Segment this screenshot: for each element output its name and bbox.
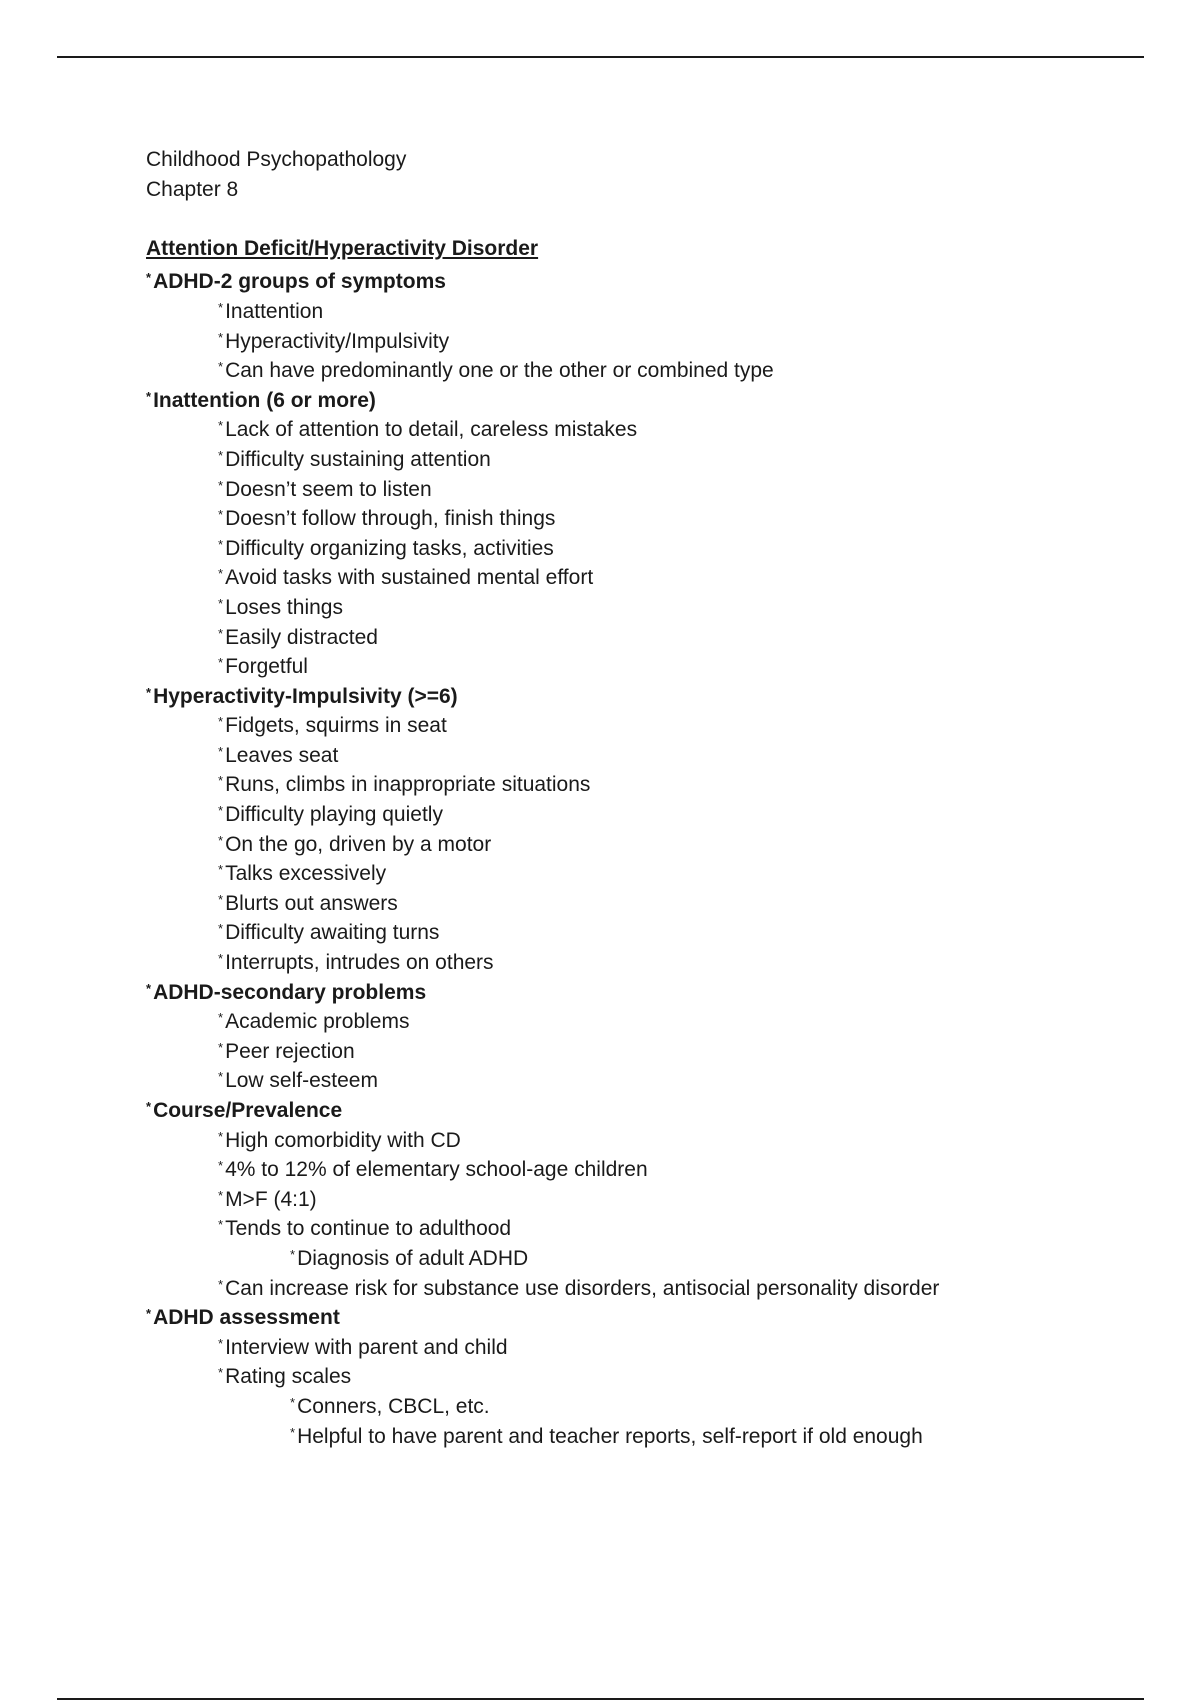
outline-text: Academic problems [225, 1010, 410, 1034]
outline-text: Rating scales [225, 1365, 352, 1389]
outline-item [146, 1062, 1146, 1092]
outline-text: Hyperactivity/Impulsivity [225, 329, 450, 353]
outline-item [146, 411, 1146, 441]
outline-item [146, 530, 1146, 560]
outline-topic [146, 382, 1146, 412]
outline-text: Loses things [225, 595, 343, 619]
bullet-asterisk: * [218, 477, 224, 493]
bullet-asterisk: * [218, 773, 224, 789]
outline-text: Doesn’t seem to listen [225, 477, 432, 501]
bullet-asterisk: * [218, 921, 224, 937]
bullet-asterisk: * [290, 1424, 296, 1440]
outline-text: Conners, CBCL, etc. [297, 1394, 490, 1418]
outline-text: Course/Prevalence [153, 1099, 343, 1122]
bullet-asterisk: * [218, 803, 224, 819]
bullet-asterisk: * [218, 359, 224, 375]
outline-text: Inattention (6 or more) [153, 388, 376, 412]
outline-item [146, 826, 1146, 856]
bullet-asterisk: * [218, 891, 224, 907]
outline-item [146, 1151, 1146, 1181]
bullet-asterisk: * [290, 1394, 296, 1410]
bullet-asterisk: * [218, 566, 224, 582]
outline-topic [146, 1092, 1146, 1122]
outline-item [146, 796, 1146, 826]
bullet-asterisk: * [218, 536, 224, 552]
outline-item [146, 589, 1146, 619]
outline-item [146, 944, 1146, 974]
outline-text: 4% to 12% of elementary school-age children [225, 1158, 648, 1182]
bullet-asterisk: * [218, 862, 224, 878]
blank-line [146, 204, 1146, 234]
document-body [146, 145, 1146, 1447]
outline-item [146, 500, 1146, 530]
outline-text: Leaves seat [225, 743, 339, 767]
outline-item [146, 707, 1146, 737]
outline-item [146, 1418, 1146, 1448]
bullet-asterisk: * [218, 832, 224, 848]
outline-text: Interview with parent and child [225, 1335, 508, 1359]
outline-text: ADHD-2 groups of symptoms [153, 270, 446, 294]
outline-item [146, 559, 1146, 589]
outline-text: Low self-esteem [225, 1069, 378, 1093]
outline-item [146, 1033, 1146, 1063]
bullet-asterisk: * [218, 951, 224, 967]
bullet-asterisk: * [146, 980, 152, 996]
bullet-asterisk: * [146, 1099, 152, 1114]
outline-text: Inattention [225, 299, 324, 323]
bullet-asterisk: * [218, 1039, 224, 1055]
outline-item [146, 323, 1146, 353]
outline-item [146, 766, 1146, 796]
bullet-asterisk: * [218, 447, 224, 463]
bullet-asterisk: * [218, 1010, 224, 1026]
outline-item [146, 1122, 1146, 1152]
outline-text: ADHD-secondary problems [153, 980, 427, 1004]
outline-topic [146, 1299, 1146, 1329]
outline-item [146, 1003, 1146, 1033]
outline-text: Difficulty playing quietly [225, 803, 443, 827]
outline-text: Can increase risk for substance use disorders, antisocial personality disorder [225, 1276, 940, 1300]
bullet-asterisk: * [218, 1365, 224, 1381]
outline-text: Difficulty organizing tasks, activities [225, 536, 554, 560]
outline-text: Peer rejection [225, 1039, 355, 1063]
outline-text: High comorbidity with CD [225, 1128, 461, 1152]
bullet-asterisk: * [218, 1187, 224, 1203]
outline-text: Difficulty sustaining attention [225, 447, 491, 471]
bullet-asterisk: * [218, 1335, 224, 1351]
outline-item [146, 1270, 1146, 1300]
bullet-asterisk: * [218, 1069, 224, 1085]
document-title: Childhood Psychopathology [146, 148, 407, 171]
bullet-asterisk: * [218, 1276, 224, 1292]
bullet-asterisk: * [218, 299, 224, 315]
outline-item [146, 648, 1146, 678]
bullet-asterisk: * [218, 655, 224, 671]
outline-text: Difficulty awaiting turns [225, 921, 440, 945]
outline-item [146, 1181, 1146, 1211]
outline-text: Runs, climbs in inappropriate situations [225, 773, 591, 797]
bullet-asterisk: * [218, 507, 224, 523]
outline-item [146, 1388, 1146, 1418]
bullet-asterisk: * [218, 418, 224, 434]
outline-item [146, 352, 1146, 382]
bullet-asterisk: * [218, 714, 224, 730]
outline-text: Interrupts, intrudes on others [225, 951, 494, 975]
bullet-asterisk: * [218, 625, 224, 641]
outline-topic [146, 263, 1146, 293]
bullet-asterisk: * [146, 1306, 152, 1322]
bullet-asterisk: * [218, 743, 224, 759]
bullet-asterisk: * [218, 595, 224, 611]
outline-text: M>F (4:1) [225, 1187, 317, 1211]
bullet-asterisk: * [218, 1217, 224, 1233]
outline-text: ADHD assessment [153, 1306, 340, 1330]
outline-item [146, 1329, 1146, 1359]
bullet-asterisk: * [218, 1128, 224, 1144]
bullet-asterisk: * [218, 1158, 224, 1174]
bullet-asterisk: * [146, 684, 152, 700]
outline-item [146, 471, 1146, 501]
outline-item [146, 1358, 1146, 1388]
section-heading: Attention Deficit/Hyperactivity Disorder [146, 236, 539, 260]
bullet-asterisk: * [218, 329, 224, 345]
bullet-asterisk: * [290, 1246, 296, 1262]
outline-text: Tends to continue to adulthood [225, 1217, 512, 1241]
outline-item [146, 1240, 1146, 1270]
bullet-asterisk: * [146, 270, 152, 286]
outline-item [146, 1210, 1146, 1240]
outline-text: On the go, driven by a motor [225, 832, 492, 856]
outline-text: Lack of attention to detail, careless mistakes [225, 418, 638, 442]
outline-text: Easily distracted [225, 625, 378, 649]
outline-text: Diagnosis of adult ADHD [297, 1246, 529, 1270]
outline-text: Blurts out answers [225, 891, 398, 915]
outline-item [146, 293, 1146, 323]
outline-text: Fidgets, squirms in seat [225, 714, 447, 738]
outline-item [146, 619, 1146, 649]
outline-text: Doesn’t follow through, finish things [225, 507, 556, 531]
outline-item [146, 885, 1146, 915]
outline-item [146, 737, 1146, 767]
header-rule [57, 56, 1144, 58]
outline-item [146, 441, 1146, 471]
outline-text: Hyperactivity-Impulsivity (>=6) [153, 684, 458, 708]
outline-topic [146, 678, 1146, 708]
outline-text: Avoid tasks with sustained mental effort [225, 566, 594, 590]
outline-text: Can have predominantly one or the other or combined type [225, 359, 774, 383]
outline-topic [146, 974, 1146, 1004]
outline-item [146, 855, 1146, 885]
outline-text: Helpful to have parent and teacher reports, self-report if old enough [297, 1424, 923, 1448]
outline-text: Talks excessively [225, 862, 387, 886]
bullet-outline [146, 263, 1146, 1447]
bullet-asterisk: * [146, 388, 152, 404]
chapter-label: Chapter 8 [146, 177, 239, 201]
outline-text: Forgetful [225, 655, 308, 679]
outline-item [146, 914, 1146, 944]
